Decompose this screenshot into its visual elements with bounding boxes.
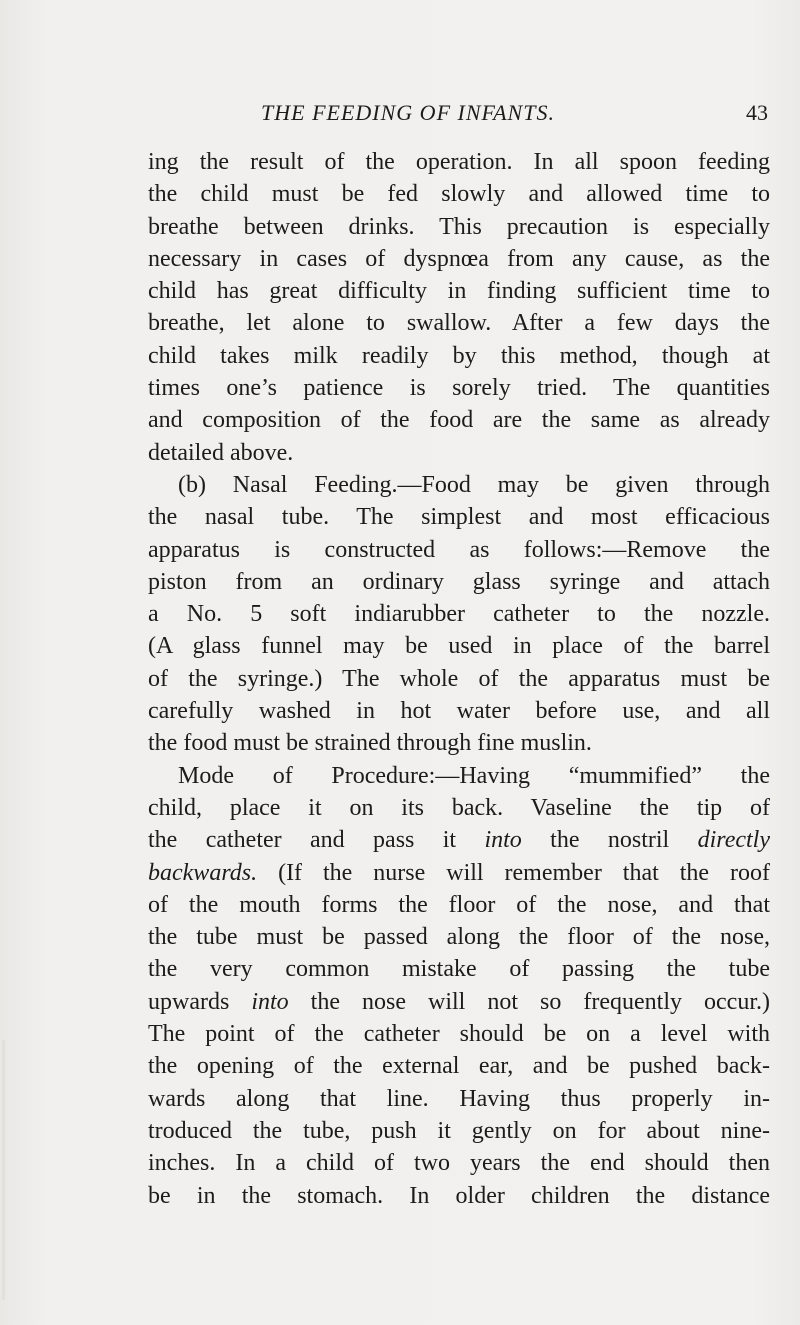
text-line: troduced the tube, push it gently on for about nine-: [148, 1117, 770, 1144]
text-line: apparatus is constructed as follows:—Remove the: [148, 536, 770, 563]
text-line: child takes milk readily by this method, though at: [148, 342, 770, 369]
text-line: the catheter and pass it into the nostril directly: [148, 827, 770, 854]
text-line: ing the result of the operation. In all spoon feeding: [148, 149, 770, 175]
page-header: [148, 100, 768, 130]
text-line: times one’s patience is sorely tried. The quantities: [148, 375, 770, 402]
text-line: The point of the catheter should be on a level with: [148, 1021, 770, 1048]
text-line: and composition of the food are the same as already: [148, 407, 770, 434]
text-line: upwards into the nose will not so frequently occur.): [148, 988, 770, 1015]
page-edge-shadow: [2, 1040, 5, 1300]
text-line: (b) Nasal Feeding.—Food may be given through: [178, 471, 770, 498]
text-line: be in the stomach. In older children the distance: [148, 1182, 770, 1209]
text-line: the opening of the external ear, and be pushed back-: [148, 1053, 770, 1080]
text-line: child, place it on its back. Vaseline the tip of: [148, 794, 770, 821]
text-line: wards along that line. Having thus properly in-: [148, 1085, 770, 1112]
text-line: the tube must be passed along the floor of the nose,: [148, 924, 770, 951]
text-line: backwards. (If the nurse will remember that the roof: [148, 859, 770, 886]
text-line: necessary in cases of dyspnœa from any cause, as the: [148, 245, 770, 272]
text-line: breathe, let alone to swallow. After a few days the: [148, 310, 770, 337]
body-text: [148, 146, 770, 1212]
page-number: 43: [746, 100, 768, 125]
text-line: the child must be fed slowly and allowed time to: [148, 181, 770, 208]
text-line: piston from an ordinary glass syringe and attach: [148, 568, 770, 595]
text-line: detailed above.: [148, 439, 294, 466]
text-line: the nasal tube. The simplest and most efficacious: [148, 504, 770, 531]
text-line: inches. In a child of two years the end should then: [148, 1150, 770, 1177]
text-line: carefully washed in hot water before use, and all: [148, 698, 770, 725]
text-line: a No. 5 soft indiarubber catheter to the nozzle.: [148, 601, 770, 628]
text-line: child has great difficulty in finding sufficient time to: [148, 278, 770, 305]
text-line: of the syringe.) The whole of the apparatus must be: [148, 665, 770, 692]
text-line: the very common mistake of passing the tube: [148, 956, 770, 983]
text-line: (A glass funnel may be used in place of the barrel: [148, 633, 770, 660]
text-line: of the mouth forms the floor of the nose, and that: [148, 891, 770, 918]
running-title: THE FEEDING OF INFANTS.: [261, 100, 555, 125]
text-line: breathe between drinks. This precaution is especially: [148, 213, 770, 240]
text-line: Mode of Procedure:—Having “mummified” the: [178, 762, 770, 789]
text-line: the food must be strained through fine muslin.: [148, 730, 592, 757]
